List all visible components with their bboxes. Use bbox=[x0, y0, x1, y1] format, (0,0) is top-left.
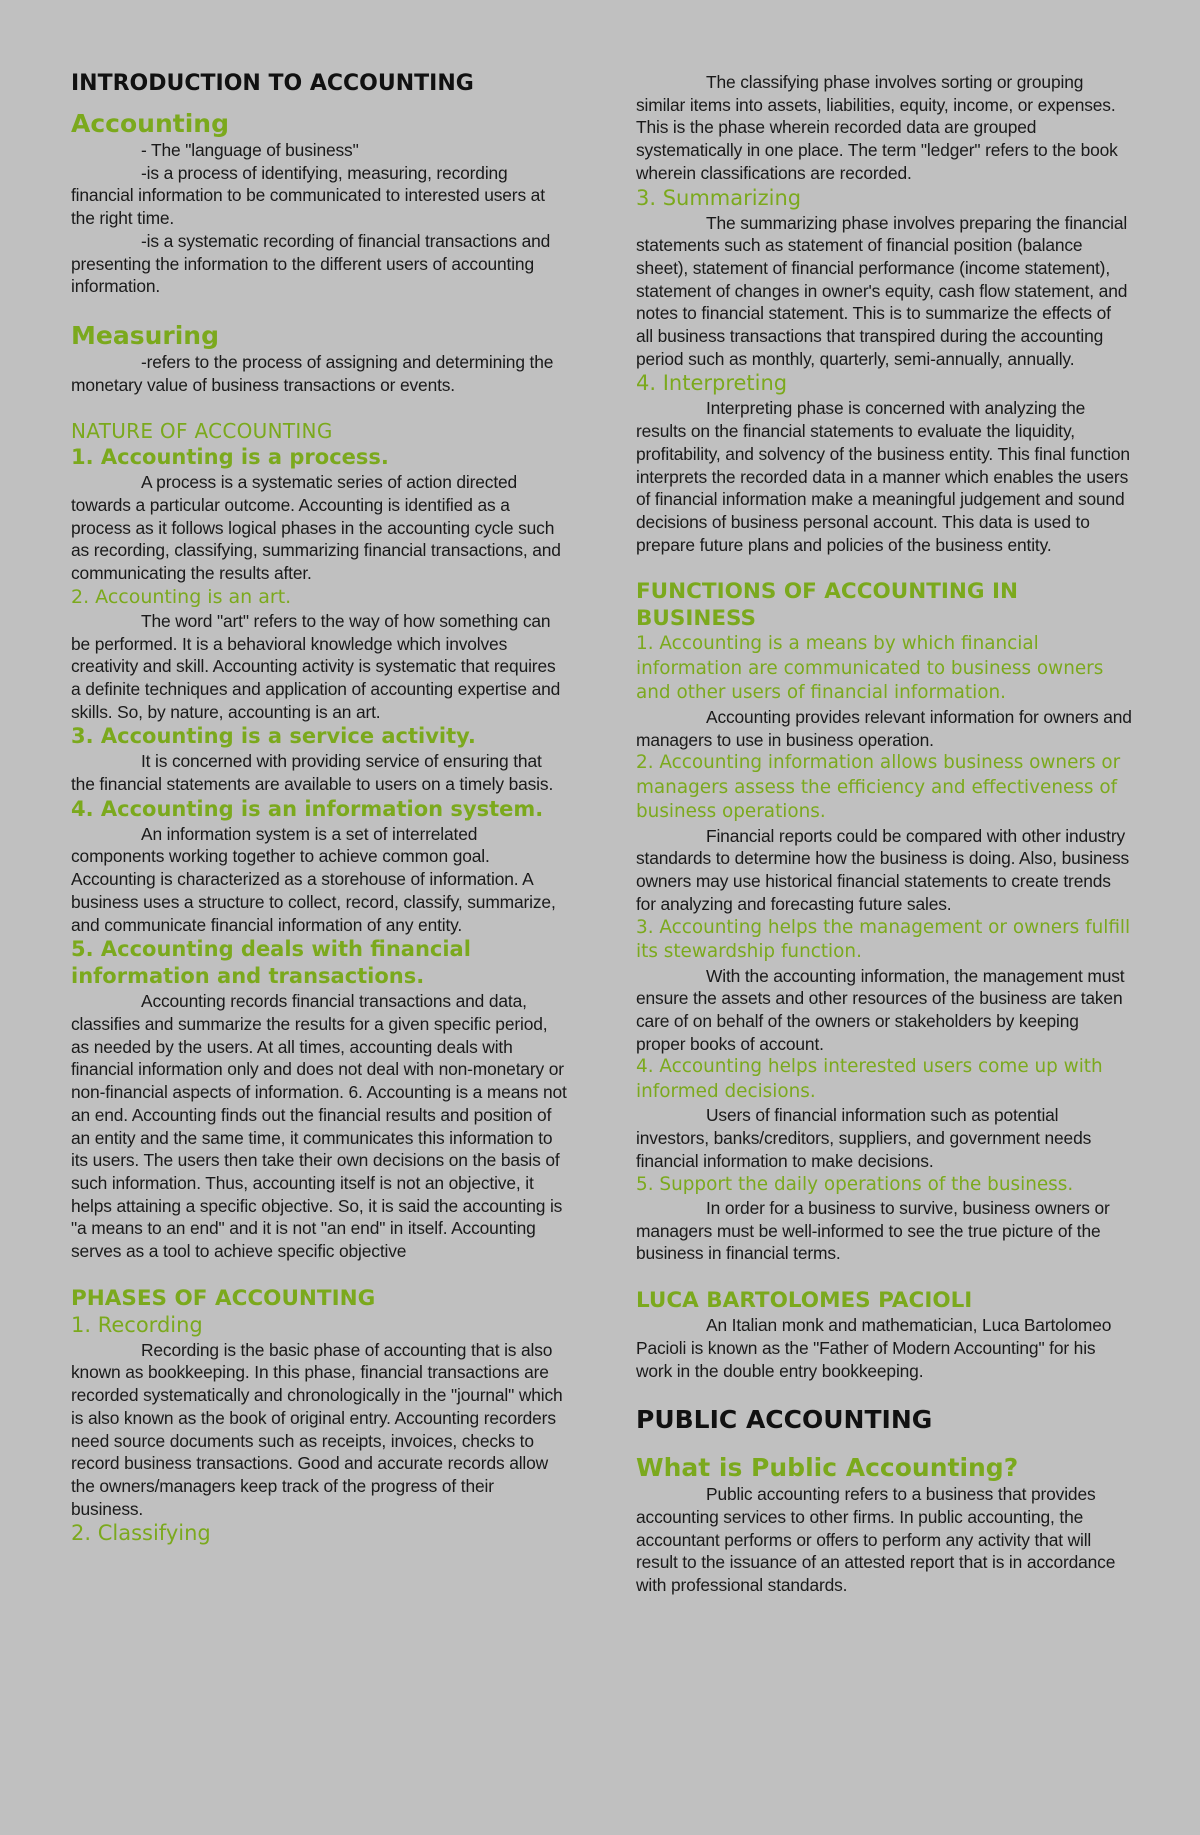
nature-item-text: Accounting records financial transactions and data, classifies and summarize the results for a given specific period, as needed by the users. At all times, accounting deals with financial information only and does not deal with non-monetary or non-financial aspects of information. 6. Accounting is a means not an end. Accounting finds out the financial results and position of an entity and the same time, it communicates this information to its users. The users then take their own decisions on the basis of such information. Thus, accounting itself is not an objective, it helps attaining a specific objective. So, it is said the accounting is "a means to an end" and it is not "an end" in itself. Accounting serves as a tool to achieve specific objective bbox=[71, 991, 567, 1262]
function-text: In order for a business to survive, business owners or managers must be well-informed to see the true picture of the business in financial terms. bbox=[636, 1198, 1110, 1264]
function-text: Accounting provides relevant information for owners and managers to use in business operation. bbox=[636, 706, 1132, 750]
nature-item-heading: 2. Accounting is an art. bbox=[71, 585, 292, 608]
nature-item-text: A process is a systematic series of action directed towards a particular outcome. Accounting is identified as a process as it follows logical phases in the accounting cycle such as recording, classifying, summarizing financial transactions, and communicating the results after. bbox=[71, 472, 561, 584]
accounting-definition: -is a systematic recording of financial transactions and presenting the information to the different users of accounting information. bbox=[71, 230, 551, 297]
accounting-definition: - The "language of business" bbox=[141, 140, 359, 160]
nature-item-text: It is concerned with providing service of ensuring that the financial statements are available to users on a timely basis. bbox=[71, 751, 554, 795]
function-text: With the accounting information, the management must ensure the assets and other resources of the business are taken care of on behalf of the owners or stakeholders by keeping proper books of account. bbox=[636, 965, 1125, 1054]
nature-item-text: An information system is a set of interrelated components working together to achieve common goal. Accounting is characterized as a storehouse of information. A business uses a structure to collect, record, classify, summarize, and communicate financial information of any entity. bbox=[71, 823, 556, 935]
measuring-definition: -refers to the process of assigning and determining the monetary value of business transactions or events. bbox=[71, 351, 554, 395]
function-heading: 2. Accounting information allows business owners or managers assess the efficiency and effectiveness of business operations. bbox=[636, 752, 1121, 823]
right-column bbox=[636, 71, 1132, 1597]
phase-text: Interpreting phase is concerned with analyzing the results on the financial statements to evaluate the liquidity, profitability, and solvency of the business entity. This final function interprets the recorded data in a manner which enables the users of financial information make a meaningful judgement and sound decisions of business personal account. This data is used to prepare future plans and policies of the business entity. bbox=[636, 398, 1130, 555]
public-accounting-heading: What is Public Accounting? bbox=[636, 1453, 1019, 1483]
phase-heading: 4. Interpreting bbox=[636, 371, 788, 396]
page-title: INTRODUCTION TO ACCOUNTING bbox=[71, 71, 474, 96]
function-text: Financial reports could be compared with other industry standards to determine how the business is doing. Also, business owners may use historical financial statements to create trends for analyzing and forecasting future sales. bbox=[636, 825, 1130, 914]
nature-heading: NATURE OF ACCOUNTING bbox=[71, 419, 333, 444]
phase-text: Recording is the basic phase of accounting that is also known as bookkeeping. In this phase, financial transactions are recorded systematically and chronologically in the "journal" which is also known as the book of original entry. Accounting recorders need source documents such as receipts, invoices, checks to record business transactions. Good and accurate records allow the owners/managers keep track of the progress of their business. bbox=[71, 1339, 563, 1519]
public-accounting-text: Public accounting refers to a business that provides accounting services to other firms. In public accounting, the accountant performs or offers to perform any activity that will result to the issuance of an attested report that is in accordance with professional standards. bbox=[636, 1484, 1116, 1596]
accounting-definition: -is a process of identifying, measuring, recording financial information to be communicated to interested users at the right time. bbox=[71, 162, 545, 229]
phase-text: The summarizing phase involves preparing the financial statements such as statement of financial position (balance sheet), statement of financial performance (income statement), statement of changes in owner's equity, cash flow statement, and notes to financial statement. This is to summarize the effects of all business transactions that transpired during the accounting period such as monthly, quarterly, semi-annually, annually. bbox=[636, 212, 1128, 369]
phase-heading: 1. Recording bbox=[71, 1312, 203, 1337]
nature-item-heading: 4. Accounting is an information system. bbox=[71, 796, 544, 821]
nature-item-heading: 3. Accounting is a service activity. bbox=[71, 724, 476, 749]
pacioli-heading: LUCA BARTOLOMES PACIOLI bbox=[636, 1288, 973, 1314]
measuring-heading: Measuring bbox=[71, 320, 219, 350]
function-heading: 5. Support the daily operations of the business. bbox=[636, 1173, 1074, 1195]
function-text: Users of financial information such as potential investors, banks/creditors, suppliers, and government needs financial information to make decisions. bbox=[636, 1105, 1092, 1171]
functions-heading: FUNCTIONS OF ACCOUNTING IN BUSINESS bbox=[636, 579, 1018, 632]
left-column bbox=[71, 70, 567, 1547]
phase-heading: 3. Summarizing bbox=[636, 185, 802, 210]
nature-item-text: The word "art" refers to the way of how something can be performed. It is a behavioral knowledge which involves creativity and skill. Accounting activity is systematic that requires a definite techniques and application of accounting expertise and skills. So, by nature, accounting is an art. bbox=[71, 610, 561, 722]
pacioli-text: An Italian monk and mathematician, Luca Bartolomeo Pacioli is known as the "Father of Modern Accounting" for his work in the double entry bookkeeping. bbox=[636, 1315, 1112, 1381]
public-accounting-title: PUBLIC ACCOUNTING bbox=[636, 1405, 933, 1435]
function-heading: 3. Accounting helps the management or owners fulfill its stewardship function. bbox=[636, 916, 1131, 963]
phase-text: The classifying phase involves sorting or grouping similar items into assets, liabilities, equity, income, or expenses. This is the phase wherein recorded data are grouped systematically in one place. The term "ledger" refers to the book wherein classifications are recorded. bbox=[636, 72, 1118, 183]
function-heading: 1. Accounting is a means by which financial information are communicated to business owners and other users of financial information. bbox=[636, 633, 1104, 704]
phase-heading: 2. Classifying bbox=[71, 1521, 211, 1546]
accounting-heading: Accounting bbox=[71, 109, 229, 138]
nature-item-heading: 1. Accounting is a process. bbox=[71, 445, 389, 470]
phases-heading: PHASES OF ACCOUNTING bbox=[71, 1285, 376, 1311]
function-heading: 4. Accounting helps interested users come up with informed decisions. bbox=[636, 1056, 1103, 1102]
nature-item-heading: 5. Accounting deals with financial information and transactions. bbox=[71, 937, 471, 989]
